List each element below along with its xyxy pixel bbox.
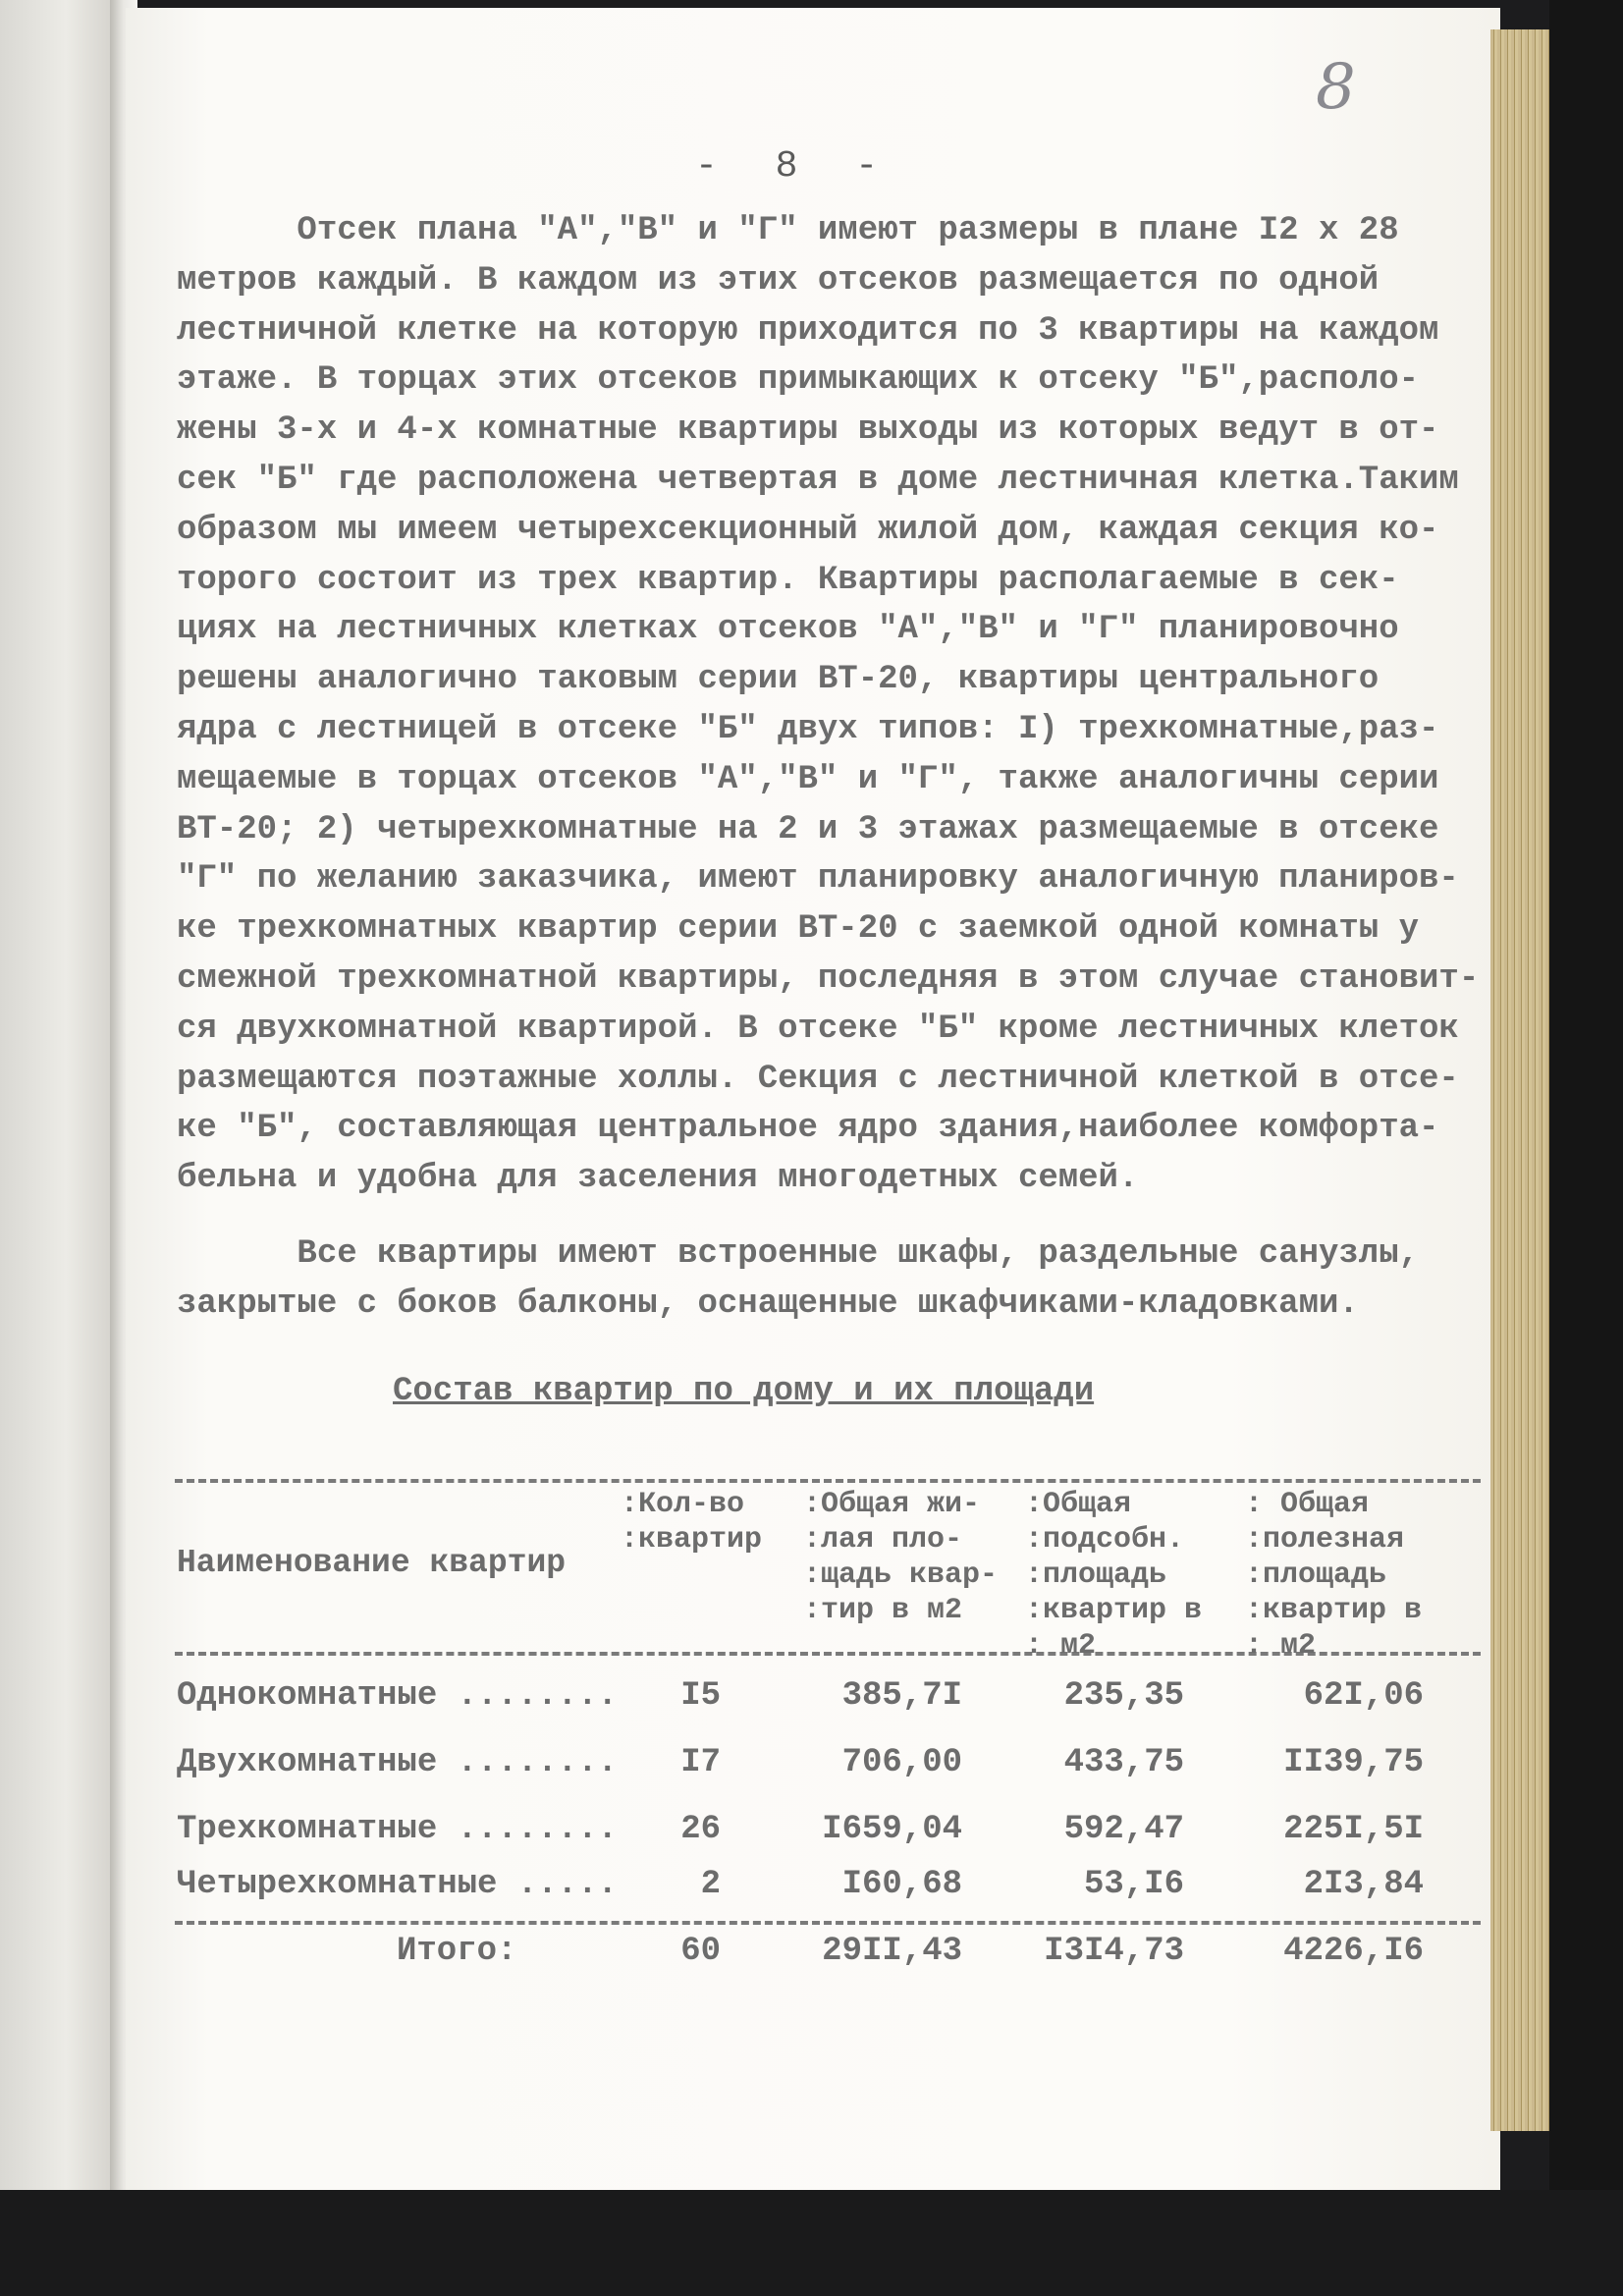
- row-count-3: 26: [680, 1811, 721, 1848]
- row-name-2: Двухкомнатные ........: [177, 1744, 618, 1781]
- row-name-1: Однокомнатные ........: [177, 1677, 618, 1715]
- row-aux-3: 592,47: [1063, 1811, 1184, 1848]
- header-living-area: :Общая жи- :лая пло- :щадь квар- :тир в м2: [803, 1488, 999, 1627]
- row-count-1: I5: [680, 1677, 721, 1715]
- row-useful-2: II39,75: [1283, 1744, 1424, 1781]
- left-page-edge: [0, 0, 120, 2190]
- table-top-rule: [175, 1479, 1481, 1483]
- table-total-rule: [175, 1921, 1481, 1925]
- paragraph-2: Все квартиры имеют встроенные шкафы, раздельные санузлы, закрытые с боков балконы, оснащенные шкафчиками-кладовками.: [177, 1235, 1420, 1323]
- book-cover-edge: [1549, 0, 1623, 2296]
- row-name-3: Трехкомнатные ........: [177, 1811, 618, 1848]
- header-useful-area: : Общая :полезная :площадь :квартир в : м2: [1245, 1488, 1423, 1663]
- row-useful-4: 2I3,84: [1303, 1866, 1424, 1903]
- row-aux-2: 433,75: [1063, 1744, 1184, 1781]
- row-useful-3: 225I,5I: [1283, 1811, 1424, 1848]
- row-aux-1: 235,35: [1063, 1677, 1184, 1715]
- total-label: Итого:: [397, 1933, 517, 1970]
- paragraph-1: Отсек плана "А","В" и "Г" имеют размеры в плане I2 х 28 метров каждый. В каждом из этих отсеков размещается по одной лестничной клетке на которую приходится по 3 квартиры на каждом этаже. В торцах этих отсеков примыкающих к отсеку "Б",располо- жены 3-х и 4-х комнатные квартиры выходы из которых ведут в от- сек "Б" где расположена четвертая в доме лестничная клетка.Таким образом мы имеем четырехсекционный жилой дом, каждая секция ко- торого состоит из трех квартир. Квартиры располагаемые в сек- циях на лестничных клетках отсеков "А","В" и "Г" планировочно решены аналогично таковым серии ВТ-20, квартиры центрального ядра с лестницей в отсеке "Б" двух типов: I) трехкомнатные,раз- мещаемые в торцах отсеков "А","В" и "Г", также аналогичны серии ВТ-20; 2) четырехкомнатные на 2 и 3 этажах размещаемые в отсеке "Г" по желанию заказчика, имеют планировку аналогичную планиров- ке трехкомнатных квартир серии ВТ-20 с заемкой одной комнаты у смежной трехкомнатной квартиры, последняя в этом случае становит- ся двухкомнатной квартирой. В отсеке "Б" кроме лестничных клеток размещаются поэтажные холлы. Секция с лестничной клеткой в отсе- ке "Б", составляющая центральное ядро здания,наиболее комфорта- бельна и удобна для заселения многодетных семей.: [177, 212, 1480, 1198]
- page-number: - 8 -: [695, 145, 896, 188]
- page-stack-edge: [1490, 29, 1552, 2131]
- total-aux: I3I4,73: [1044, 1933, 1184, 1970]
- row-living-3: I659,04: [822, 1811, 962, 1848]
- header-count: :Кол-во :квартир: [621, 1488, 763, 1557]
- total-living: 29II,43: [822, 1933, 962, 1970]
- total-useful: 4226,I6: [1283, 1933, 1424, 1970]
- row-living-2: 706,00: [841, 1744, 962, 1781]
- total-count: 60: [680, 1933, 721, 1970]
- table-title: Состав квартир по дому и их площади: [393, 1373, 1095, 1410]
- row-living-4: I60,68: [841, 1866, 962, 1903]
- row-name-4: Четырехкомнатные .....: [177, 1866, 618, 1903]
- header-auxiliary-area: :Общая :подсобн. :площадь :квартир в : м2: [1025, 1488, 1203, 1663]
- row-living-1: 385,7I: [841, 1677, 962, 1715]
- row-count-2: I7: [680, 1744, 721, 1781]
- header-apartment-name: Наименование квартир: [177, 1545, 567, 1581]
- handwritten-folio: 8: [1316, 51, 1356, 124]
- row-aux-4: 53,I6: [1083, 1866, 1184, 1903]
- row-useful-1: 62I,06: [1303, 1677, 1424, 1715]
- scan-background: [0, 2190, 1623, 2296]
- row-count-4: 2: [700, 1866, 721, 1903]
